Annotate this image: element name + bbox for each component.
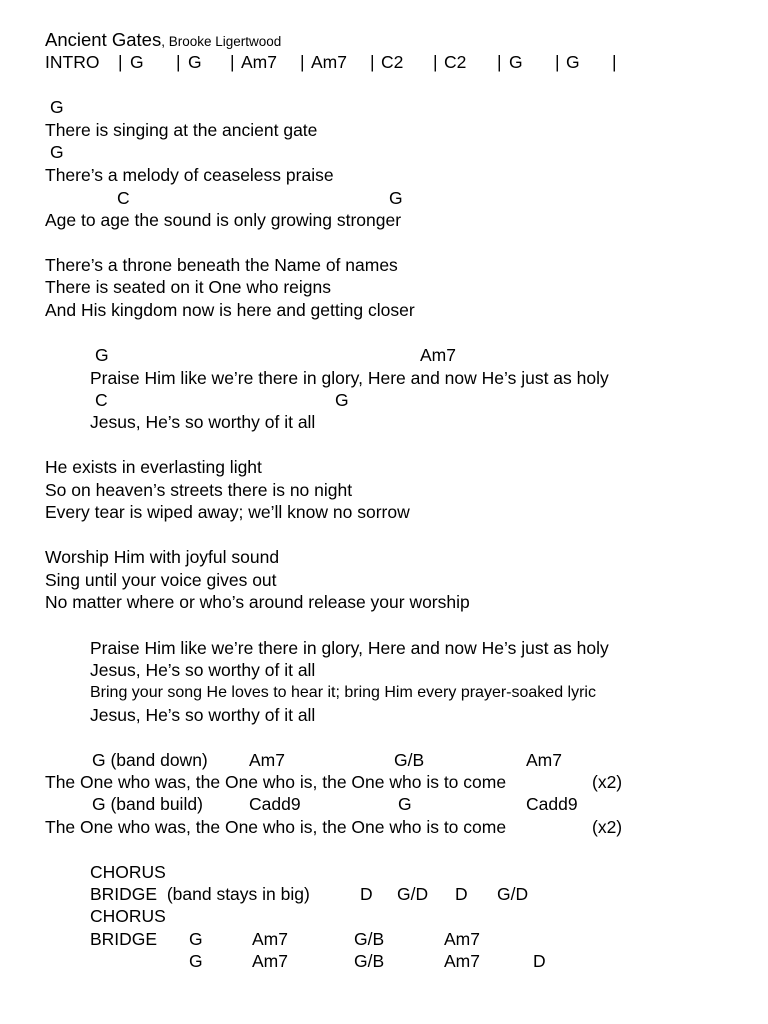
lyric-line: And His kingdom now is here and getting closer (45, 300, 415, 320)
chord: G (band down) (92, 750, 208, 770)
lyric-line: The One who was, the One who is, the One who is to come (45, 772, 507, 792)
chord: G/D (397, 884, 429, 904)
lyric-line: Jesus, He’s so worthy of it all (90, 705, 316, 725)
chord: G (band build) (92, 794, 203, 814)
chord: G (189, 951, 203, 971)
chord: Am7 (420, 345, 456, 365)
chord: G/B (354, 929, 385, 949)
lyric-line: There’s a throne beneath the Name of names (45, 255, 398, 275)
intro-chord: G (509, 52, 523, 72)
intro-chord: Am7 (241, 52, 277, 72)
intro-chord: Am7 (311, 52, 347, 72)
intro-chord: G (188, 52, 202, 72)
intro-bar-separator: | (555, 52, 560, 72)
chord: C (117, 188, 130, 208)
chord: G (50, 97, 64, 117)
chord: Am7 (252, 929, 288, 949)
intro-chord: G (566, 52, 580, 72)
lyric-line: Sing until your voice gives out (45, 570, 277, 590)
chord: D (455, 884, 468, 904)
chord: G/D (497, 884, 529, 904)
intro-chord: C2 (381, 52, 404, 72)
lyric-line: So on heaven’s streets there is no night (45, 480, 353, 500)
chord: C (95, 390, 108, 410)
chord: Am7 (444, 951, 480, 971)
chord: Am7 (526, 750, 562, 770)
lyric-line: Every tear is wiped away; we’ll know no sorrow (45, 502, 410, 522)
lyric-line: There’s a melody of ceaseless praise (45, 165, 334, 185)
chord: G (335, 390, 349, 410)
chord: Cadd9 (526, 794, 578, 814)
intro-bar-separator: | (118, 52, 123, 72)
section-label: CHORUS (90, 862, 166, 882)
song-title-line (45, 29, 281, 53)
intro-label: INTRO (45, 52, 100, 72)
section-label: CHORUS (90, 906, 166, 926)
repeat-marker: (x2) (592, 772, 623, 792)
chord: D (360, 884, 373, 904)
lyric-line: Jesus, He’s so worthy of it all (90, 660, 316, 680)
chord: G (389, 188, 403, 208)
song-author: , Brooke Ligertwood (161, 34, 282, 49)
intro-bar-separator: | (230, 52, 235, 72)
lyric-line: There is seated on it One who reigns (45, 277, 331, 297)
chord: Am7 (252, 951, 288, 971)
chord: G (189, 929, 203, 949)
intro-chord: C2 (444, 52, 467, 72)
chord: Am7 (444, 929, 480, 949)
section-label: BRIDGE (90, 929, 158, 949)
intro-bar-separator: | (300, 52, 305, 72)
lyric-line: Jesus, He’s so worthy of it all (90, 412, 316, 432)
lyric-line: Worship Him with joyful sound (45, 547, 280, 567)
lyric-line: Age to age the sound is only growing stronger (45, 210, 402, 230)
lyric-line: He exists in everlasting light (45, 457, 262, 477)
song-title: Ancient Gates (45, 29, 162, 50)
intro-bar-separator: | (176, 52, 181, 72)
chord: G/B (354, 951, 385, 971)
chord: D (533, 951, 546, 971)
repeat-marker: (x2) (592, 817, 623, 837)
chord: G (398, 794, 412, 814)
chord: G (95, 345, 109, 365)
lyric-line: No matter where or who’s around release your worship (45, 592, 470, 612)
intro-bar-separator: | (497, 52, 502, 72)
lyric-line: The One who was, the One who is, the One who is to come (45, 817, 507, 837)
chord: Am7 (249, 750, 285, 770)
chord: G (50, 142, 64, 162)
lyric-line: Bring your song He loves to hear it; bring Him every prayer-soaked lyric (90, 684, 596, 701)
intro-bar-separator: | (612, 52, 617, 72)
lyric-line: There is singing at the ancient gate (45, 120, 318, 140)
intro-bar-separator: | (370, 52, 375, 72)
intro-chord: G (130, 52, 144, 72)
section-label: BRIDGE (band stays in big) (90, 884, 310, 904)
chord: Cadd9 (249, 794, 301, 814)
lyric-line: Praise Him like we’re there in glory, Here and now He’s just as holy (90, 638, 609, 658)
lyric-line: Praise Him like we’re there in glory, Here and now He’s just as holy (90, 368, 609, 388)
chord: G/B (394, 750, 425, 770)
intro-bar-separator: | (433, 52, 438, 72)
